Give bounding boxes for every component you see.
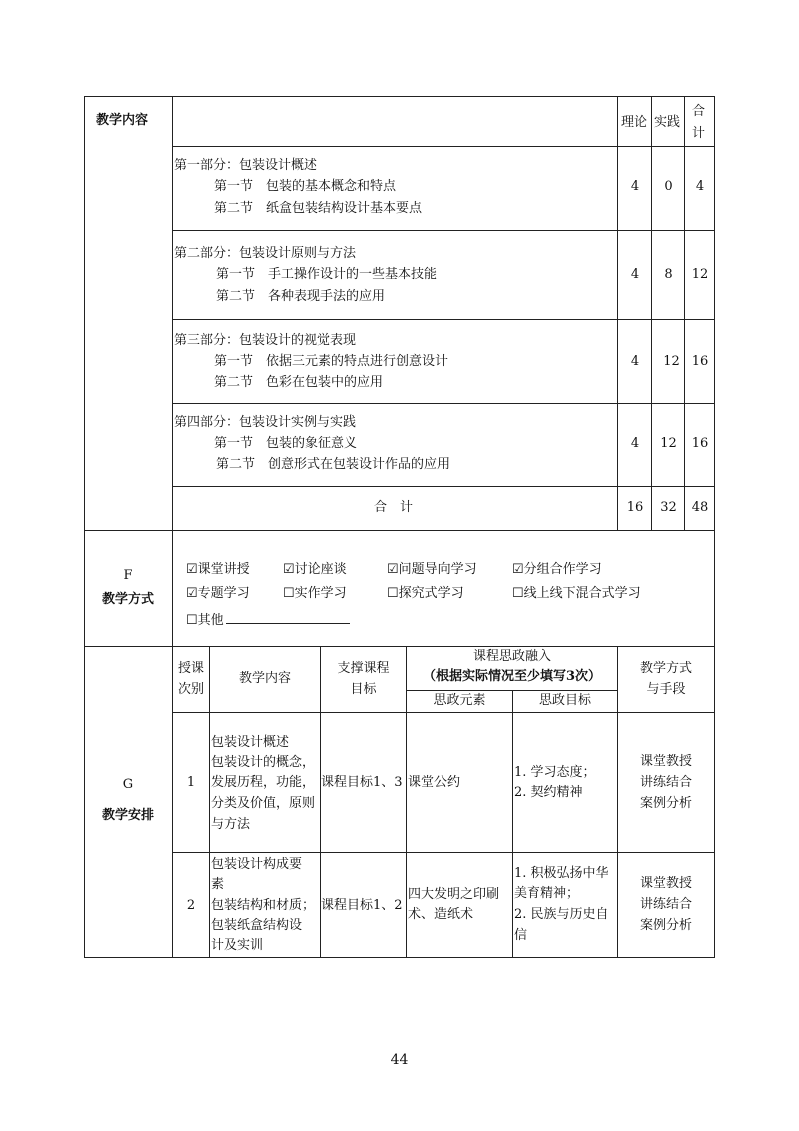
row-content-line: 包装设计构成要: [211, 857, 303, 872]
part-total: 16: [691, 354, 709, 369]
checkbox-checked-icon[interactable]: ☑: [186, 562, 198, 577]
part-title: 第二部分：包装设计原则与方法: [174, 246, 357, 261]
row-content-line: 发展历程，功能，: [211, 775, 316, 790]
part-item: 第二节 各种表现手法的应用: [216, 289, 386, 304]
header-ideo-1: 课程思政融入: [472, 649, 551, 664]
option-blended[interactable]: ☐线上线下混合式学习: [512, 584, 641, 604]
part-item: 第一节 手工操作设计的一些基本技能: [216, 267, 438, 282]
checkbox-checked-icon[interactable]: ☑: [512, 562, 524, 577]
row-content-line: 素: [211, 877, 225, 892]
part-total: 12: [691, 267, 709, 282]
part-title: 第三部分：包装设计的视觉表现: [174, 333, 357, 348]
part-theory: 4: [630, 354, 640, 369]
part-theory: 4: [630, 267, 640, 282]
header-session-2: 次别: [177, 682, 204, 697]
option-practice-study[interactable]: ☐实作学习: [283, 584, 347, 604]
sum-total: 48: [691, 500, 709, 515]
section-g-letter: G: [122, 777, 134, 792]
row-method: 课堂教授: [639, 754, 692, 769]
header-theory: 理论: [621, 115, 648, 130]
row-content-line: 计及实训: [211, 938, 264, 953]
checkbox-empty-icon[interactable]: ☐: [283, 586, 295, 601]
sum-theory: 16: [626, 500, 644, 515]
row-method: 案例分析: [639, 918, 692, 933]
part-title: 第一部分：包装设计概述: [174, 158, 318, 173]
sum-practice: 32: [660, 500, 677, 515]
part-item: 第二节 纸盒包装结构设计基本要点: [214, 201, 423, 216]
part-item: 第一节 依据三元素的特点进行创意设计: [214, 354, 449, 369]
row-session: 1: [186, 775, 196, 790]
row-element: 课堂公约: [408, 775, 461, 790]
checkbox-empty-icon[interactable]: ☐: [186, 613, 198, 628]
page-number: 44: [390, 1052, 409, 1068]
part-practice: 8: [664, 267, 673, 282]
header-goal-2: 目标: [350, 682, 377, 697]
part-practice: 12: [663, 354, 680, 369]
sum-label: 合 计: [374, 500, 414, 515]
row-session: 2: [186, 898, 196, 913]
section-e-label: 教学内容: [96, 113, 149, 128]
row-ideo-goal: 1. 学习态度；: [514, 765, 596, 780]
row-goal: 课程目标1、3: [321, 775, 403, 790]
part-theory: 4: [630, 179, 640, 194]
row-content-line: 包装纸盒结构设: [211, 918, 303, 933]
checkbox-checked-icon[interactable]: ☑: [186, 586, 198, 601]
row-content-line: 包装设计的概念，: [211, 755, 316, 770]
row-method: 课堂教授: [639, 876, 692, 891]
section-g-label: 教学安排: [101, 808, 154, 823]
option-inquiry[interactable]: ☐探究式学习: [387, 584, 464, 604]
row-ideo-goal: 2. 契约精神: [514, 785, 583, 800]
checkbox-checked-icon[interactable]: ☑: [283, 562, 295, 577]
header-method-1: 教学方式: [639, 661, 692, 676]
row-method: 讲练结合: [639, 897, 692, 912]
part-item: 第一节 包装的象征意义: [214, 436, 358, 451]
section-f-letter: F: [123, 568, 133, 583]
option-discussion[interactable]: ☑讨论座谈: [283, 560, 347, 580]
header-total-top: 合: [692, 104, 706, 119]
header-total-bottom: 计: [692, 126, 706, 141]
row-element: 四大发明之印刷: [408, 887, 500, 902]
part-title: 第四部分：包装设计实例与实践: [174, 415, 357, 430]
row-ideo-goal: 美育精神；: [514, 886, 580, 901]
header-ideo-2: （根据实际情况至少填写3次）: [422, 669, 602, 684]
option-topic-study[interactable]: ☑专题学习: [186, 584, 250, 604]
part-theory: 4: [630, 436, 640, 451]
header-method-2: 与手段: [646, 682, 686, 697]
row-method: 讲练结合: [639, 775, 692, 790]
header-ideo-goal: 思政目标: [538, 693, 591, 708]
option-lecture[interactable]: ☑课堂讲授: [186, 560, 250, 580]
option-problem-based[interactable]: ☑问题导向学习: [387, 560, 477, 580]
row-method: 案例分析: [639, 796, 692, 811]
row-element: 术、造纸术: [408, 907, 474, 922]
part-total: 16: [691, 436, 709, 451]
header-element: 思政元素: [433, 693, 486, 708]
part-item: 第二节 色彩在包装中的应用: [214, 375, 384, 390]
row-ideo-goal: 信: [514, 928, 528, 943]
part-item: 第一节 包装的基本概念和特点: [214, 179, 397, 194]
option-other[interactable]: ☐其他: [186, 609, 350, 631]
row-content-line: 与方法: [211, 817, 251, 832]
row-content-line: 分类及价值，原则: [211, 796, 316, 811]
header-session-1: 授课: [177, 661, 204, 676]
part-practice: 0: [664, 179, 673, 194]
header-content: 教学内容: [238, 671, 291, 686]
row-goal: 课程目标1、2: [321, 898, 403, 913]
row-ideo-goal: 2. 民族与历史自: [514, 907, 609, 922]
row-ideo-goal: 1. 积极弘扬中华: [514, 866, 609, 881]
part-item: 第二节 创意形式在包装设计作品的应用: [216, 457, 451, 472]
row-content-line: 包装设计概述: [211, 735, 290, 750]
header-practice: 实践: [654, 115, 681, 130]
other-blank-line[interactable]: [226, 609, 350, 624]
part-practice: 12: [660, 436, 677, 451]
header-goal-1: 支撑课程: [337, 661, 390, 676]
checkbox-empty-icon[interactable]: ☐: [387, 586, 399, 601]
option-group-work[interactable]: ☑分组合作学习: [512, 560, 602, 580]
checkbox-empty-icon[interactable]: ☐: [512, 586, 524, 601]
row-content-line: 包装结构和材质；: [211, 898, 316, 913]
part-total: 4: [695, 179, 705, 194]
checkbox-checked-icon[interactable]: ☑: [387, 562, 399, 577]
section-f-label: 教学方式: [101, 592, 154, 607]
